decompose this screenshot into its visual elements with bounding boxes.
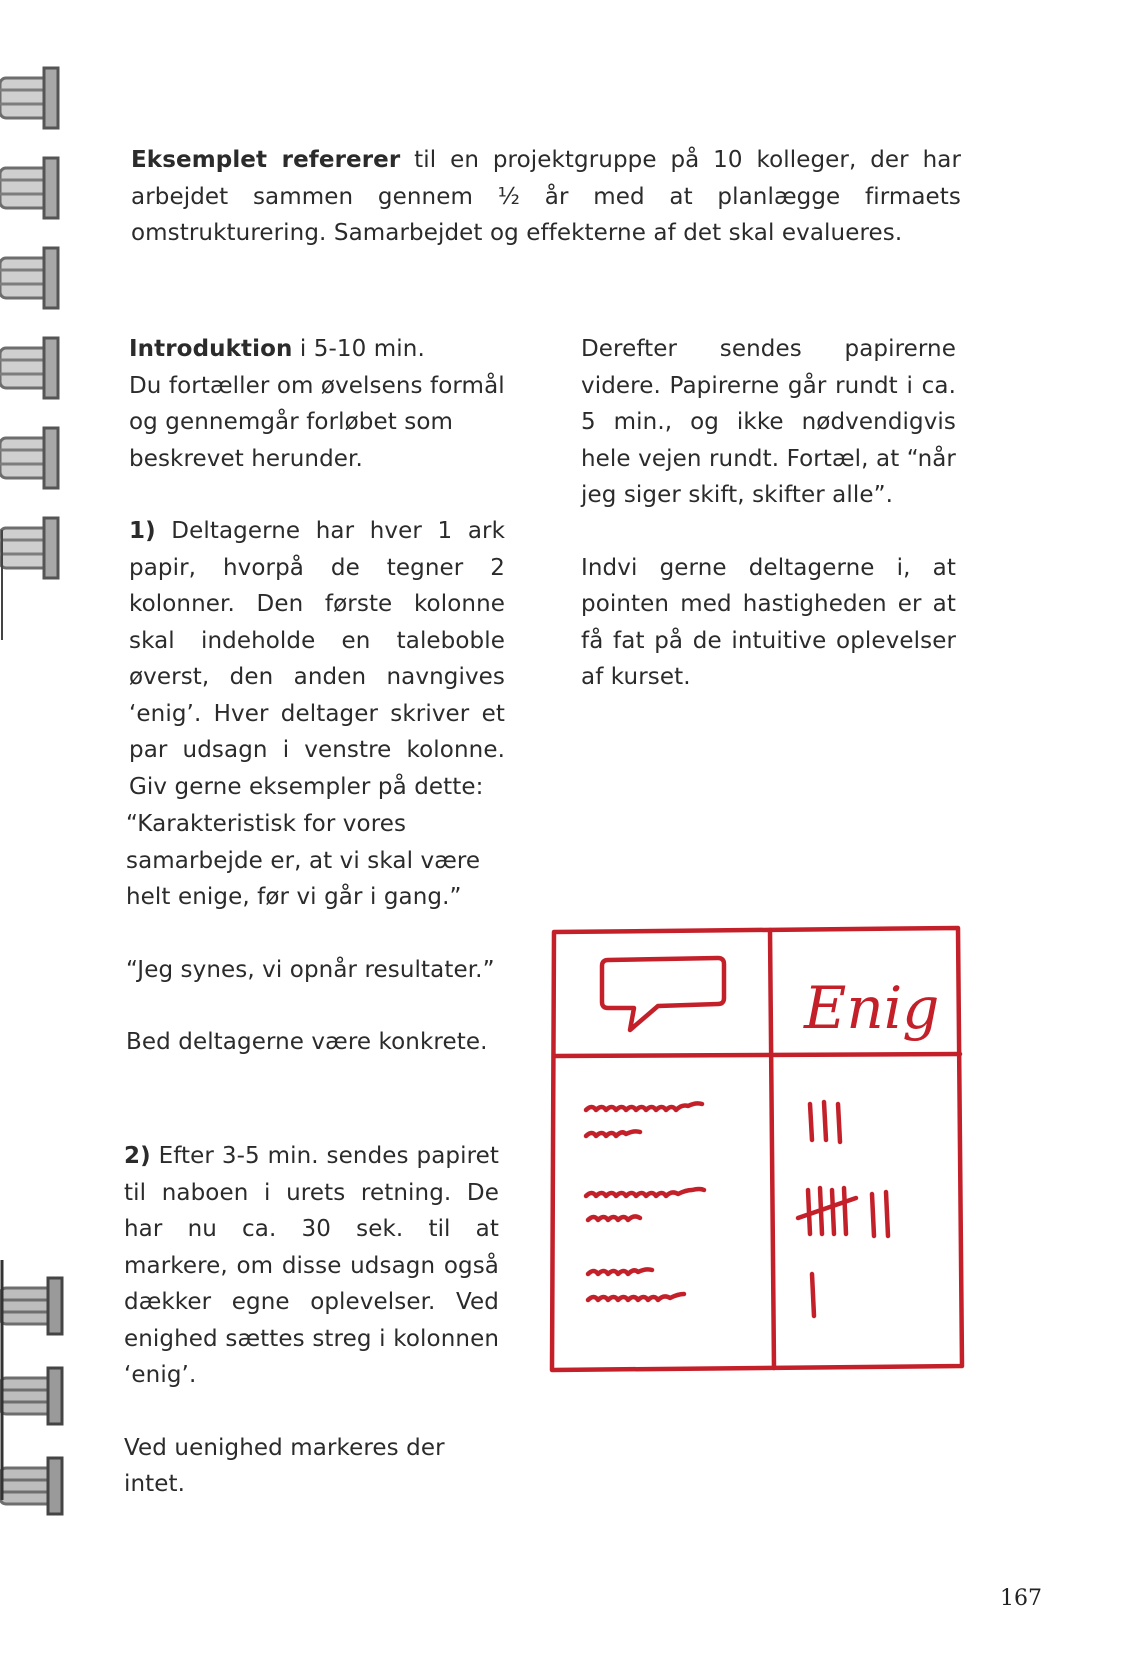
spiral-binding-top — [0, 40, 70, 640]
disagree-text: Ved uenighed markeres der intet. — [124, 1434, 445, 1497]
right-paragraph-2: Indvi gerne deltagerne i, at pointen med hastigheden er at få fat på de intuitive oplevelser af kurset. — [581, 554, 956, 690]
spiral-ring — [0, 68, 58, 578]
step-2-paragraph — [124, 1138, 499, 1394]
step-2-text: Efter 3-5 min. sendes papiret til naboen i urets retning. De har nu ca. 30 sek. til at markere, om disse udsagn også dækker egne oplevelser. Ved enighed sættes streg i kolonnen ‘enig’. — [124, 1143, 499, 1388]
tally-marks-7 — [798, 1188, 888, 1236]
right-column — [581, 331, 956, 696]
introduction-time: i 5-10 min. — [292, 336, 425, 362]
quote-2: “Jeg synes, vi opnår resultater.” — [126, 956, 495, 983]
scribble-line — [586, 1103, 702, 1110]
tally-marks-1 — [812, 1274, 814, 1316]
enig-header-label: Enig — [804, 974, 940, 1042]
scribble-line — [586, 1189, 704, 1196]
quote-1: “Karakteristisk for vores samarbejde er, at vi skal være helt enige, før vi går i gang.” — [126, 811, 481, 910]
step-2-block — [124, 1138, 499, 1503]
scribble-line — [588, 1294, 684, 1300]
step-2-number: 2) — [124, 1143, 151, 1169]
intro-text: til en projektgruppe på 10 kolleger, der har arbejdet sammen gennem ½ år med at planlægge firmaets omstrukturering. Samarbejdet og effekterne af det skal evalueres. — [131, 147, 961, 246]
step-1-paragraph — [129, 513, 505, 805]
introduction-text: Du fortæller om øvelsens formål og gennemgår forløbet som beskrevet herunder. — [129, 372, 505, 472]
be-concrete-text: Bed deltagerne være konkrete. — [126, 1029, 488, 1055]
step-1-text: Deltagerne har hver 1 ark papir, hvorpå de tegner 2 kolonner. Den første kolonne skal indeholde en taleboble øverst, den anden navngives ‘enig’. Hver deltager skriver et par udsagn i venstre kolonne. Giv gerne eksempler på dette: — [129, 518, 505, 800]
speech-bubble-icon — [602, 958, 724, 1030]
intro-paragraph — [131, 142, 961, 252]
column-divider — [770, 930, 774, 1368]
examples-block — [126, 806, 506, 1061]
scribble-line — [586, 1131, 640, 1136]
intro-lead: Eksemplet refererer — [131, 147, 401, 173]
introduction-label: Introduktion — [129, 336, 293, 362]
hand-drawn-sheet-illustration — [548, 918, 978, 1378]
left-column — [129, 331, 505, 805]
introduction-heading — [129, 331, 505, 368]
right-paragraph-1: Derefter sendes papirerne videre. Papirerne går rundt i ca. 5 min., og ikke nødvendigvis hele vejen rundt. Fortæl, at “når jeg siger skift, skifter alle”. — [581, 336, 956, 508]
scribble-line — [588, 1216, 640, 1220]
step-1-number: 1) — [129, 518, 156, 544]
tally-marks-3 — [810, 1102, 840, 1142]
scribble-line — [588, 1269, 652, 1274]
header-divider — [554, 1054, 960, 1056]
page-number: 167 — [1000, 1586, 1042, 1611]
spiral-binding-bottom — [0, 1260, 70, 1540]
